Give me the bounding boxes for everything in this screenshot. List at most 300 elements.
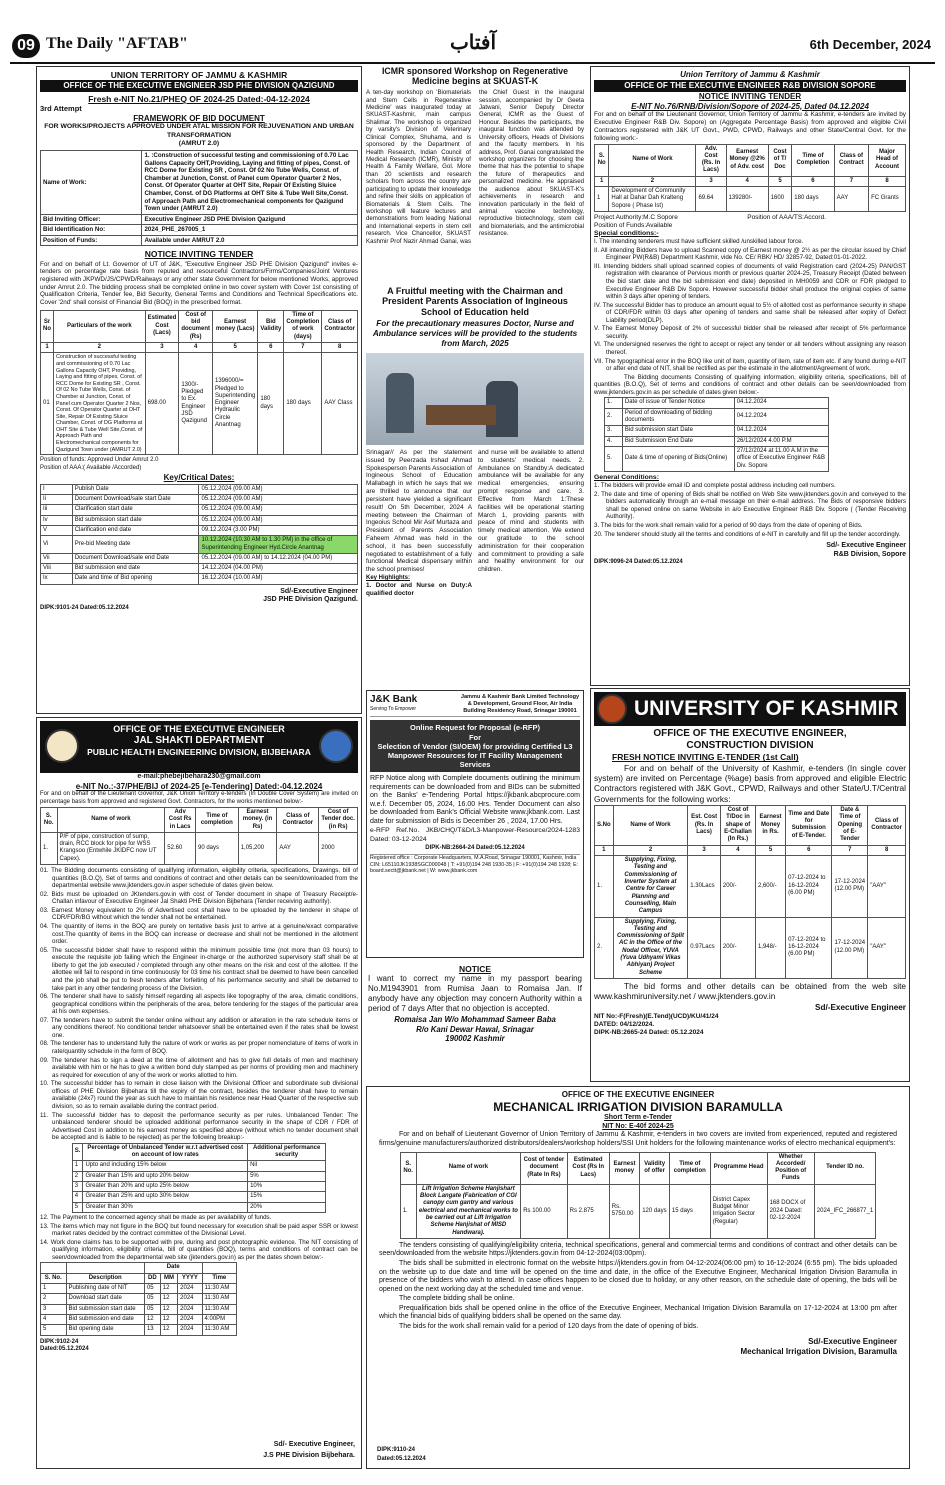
unbalanced-row bbox=[72, 1192, 325, 1202]
table-header-cell: Name of Work bbox=[609, 144, 696, 176]
sop-date-row-cell: 04.12.2024 bbox=[734, 398, 828, 408]
table-header-cell: Additional performance security bbox=[248, 1143, 326, 1161]
unbalanced-row-cell: Greater than 25% and upto 30% below bbox=[83, 1192, 248, 1202]
mid-p1: The tenders consisting of qualifying/eligibility criteria, technical specifications, general and commercial terms and conditions of contract and other details can be seen/downloaded from the website https://jktenders.gov.in from 04-12-2024(03:00pm). bbox=[379, 1241, 897, 1258]
table-header-cell: Cost of Tender doc. (in Rs) bbox=[319, 807, 358, 832]
column-number-cell: 4 bbox=[720, 845, 755, 855]
unbalanced-row-cell: Upto and including 15% below bbox=[83, 1161, 248, 1171]
condition-item: 03. Earnest Money equivalent to 2% of Advertised cost shall have to be uploaded by the tenderer in shape of CDR/FDR/BG without which the tender shall not be entertained. bbox=[40, 906, 358, 922]
table-cell: 1. bbox=[41, 832, 58, 864]
sop-date-row-cell: 1. bbox=[605, 398, 623, 408]
framework-row bbox=[41, 151, 358, 215]
date-row-cell: 11:30 AM bbox=[202, 1304, 237, 1314]
column-number-cell: 2 bbox=[54, 343, 146, 353]
key-date-row-cell: Iii bbox=[41, 505, 73, 515]
sop-office: OFFICE OF THE EXECUTIVE ENGINEER R&B DIVISION SOPORE bbox=[594, 80, 906, 92]
signature-title: Sd/-Executive Engineer bbox=[280, 587, 358, 595]
table-header-cell: Earnest Money @2% of Adv. cost bbox=[726, 144, 768, 176]
key-date-row-cell: Ii bbox=[41, 494, 73, 504]
mid-dated: Dated:05.12.2024 bbox=[377, 1455, 426, 1462]
column-number-cell: 2 bbox=[609, 176, 696, 186]
uok-sig: Sd/-Executive Engineer bbox=[814, 1002, 906, 1012]
mid-office: OFFICE OF THE EXECUTIVE ENGINEER bbox=[561, 1090, 715, 1099]
column-number-cell: 6 bbox=[786, 845, 832, 855]
sop-dipk: DIPK:9096-24 Dated:05.12.2024 bbox=[594, 559, 683, 566]
ingo-title: A Fruitful meeting with the Chairman and President Parents Association of Ingineous School of Education held bbox=[382, 286, 568, 317]
table-header-cell: Earnest money bbox=[609, 1152, 639, 1184]
uok-work-row-cell: 2. bbox=[595, 917, 614, 979]
sop-date-row-cell: 4. bbox=[605, 436, 623, 446]
framework-row-cell: Name of Work: bbox=[41, 151, 142, 215]
column-number-cell: 1 bbox=[595, 176, 609, 186]
date-row-cell: 11:30 AM bbox=[202, 1294, 237, 1304]
table-header-cell: Earnest money (Lacs) bbox=[212, 310, 257, 342]
article-ingeoius bbox=[366, 286, 584, 684]
date-row-cell: 2024 bbox=[178, 1304, 202, 1314]
js-work-table bbox=[40, 807, 358, 865]
table-cell: Development of Community Hall at Dahar Dah Kralteng Sopore ( Phase Ist) bbox=[609, 187, 696, 212]
condition-item: 20. The tenderer should study all the terms and conditions of e-NIT in carefully and fill up the tender accordingly. bbox=[594, 530, 901, 538]
column-number-cell: 7 bbox=[832, 845, 868, 855]
table-header-cell: Time of Completion of work (days) bbox=[284, 310, 322, 342]
table-cell: Lift Irrigation Scheme Hanjishart Block Langate (Fabrication of CGI canopy cum gantry and various electrical and mechanical works to be carried out at Lift Irrigation Scheme Hanjishat of MISD Handwara). bbox=[416, 1184, 521, 1238]
table-cell: FC Grants bbox=[869, 187, 906, 212]
jkbank-tagline: Serving To Empower bbox=[370, 706, 417, 713]
condition-item: 14. Work done claims has to be supported with pre, during and post photographic evidence. The NIT consisting of qualifying information, eligibility criteria, bill of quantities (BOQ), terms and conditions of contract can be seen/downloaded from the departmental web site (jktenders.gov.in) as per the dates shown below:- bbox=[40, 1238, 358, 1261]
table-header-cell: Name of work bbox=[57, 807, 165, 832]
sop-aaa: Position of AAA/TS:Accord. bbox=[747, 214, 826, 221]
condition-item: 06. The tenderer shall have to satisfy himself regarding all aspects like topography of the area, climatic conditions, geographical conditions within the peripherals of the area, before tendering for the stages of the particular area at his own expenses. bbox=[40, 993, 358, 1016]
ad-jk-bank bbox=[366, 690, 584, 958]
key-date-row-cell: 05.12.2024 (09.00 AM) bbox=[199, 505, 358, 515]
key-date-row-cell: I bbox=[41, 484, 73, 494]
date-row-cell: 05 bbox=[144, 1304, 160, 1314]
sop-para: The Bidding documents Consisting of qualifying information, eligibility criteria, specifications, bill of quantities (B.O.Q), Set of terms and conditions of contract and other details can be seen/downloaded from www.jktenders.gov.in as per schedule of dates given below:- bbox=[594, 373, 906, 396]
table-cell: 168 DOCX of 2024 Dated: 02-12-2024 bbox=[767, 1184, 814, 1238]
unbalanced-row-cell: 5% bbox=[248, 1171, 326, 1181]
table-header-cell: Class of Contractor bbox=[868, 806, 906, 846]
date-row-cell: Bid submission start date bbox=[66, 1304, 144, 1314]
date-row-cell: 12 bbox=[160, 1304, 177, 1314]
table-cell: 139280/- bbox=[726, 187, 768, 212]
sop-date-row bbox=[605, 408, 829, 426]
date-row-cell: Bid opening date bbox=[66, 1325, 144, 1335]
table-cell: 1. bbox=[400, 1184, 416, 1238]
uok-nit: NIT No:-F(Fresh)(E.Tend)(UCD)/KU/41/24 bbox=[594, 1012, 719, 1020]
sop-conditions bbox=[594, 238, 906, 373]
date-row-cell: 2 bbox=[41, 1294, 67, 1304]
table-cell: 1396000/= Pledged to Superintending Engineer Hydraulic Circle Anantnag bbox=[212, 353, 257, 455]
key-dates-table bbox=[40, 484, 358, 585]
jk-emblem-icon bbox=[45, 729, 79, 763]
column-number-cell: 8 bbox=[869, 176, 906, 186]
key-date-row-cell: Date and time of Bid opening bbox=[72, 574, 199, 584]
table-header-cell: S. bbox=[72, 1143, 83, 1161]
paper-name: The Daily "AFTAB" bbox=[46, 35, 188, 52]
column-number-cell: 1 bbox=[595, 845, 614, 855]
mid-work-table bbox=[400, 1152, 877, 1239]
icmr-body: A ten-day workshop on 'Biomaterials and Stem Cells in Regenerative Medicine' was inaugurated today at SKUAST-Kashmir, main campus Shalimar. The workshop is organized by varsity's Division of Veterinary Clinical Complex, Shuhama, and is sponsored by the Department of Health Research, Indian Council of Medical Research (ICMR), Ministry of Health & Family Welfare, GoI. More than 20 scientists and research scholars from across the country are participating to update their knowledge and refine their skills on application of Biomaterials & Stem Cells. The workshop will feature lectures and demonstrations from leading National and International experts in stem cell research. Vice Chancellor, SKUAST Kashmir Prof Nazir Ahmad Ganai, was the Chief Guest in the inaugural session, accompanied by Dr Geeta Jatwani, Senior Deputy Director General, ICMR as the Guest of Honour. Besides the participants, the inaugural function was attended by University officers, Heads of Divisions and the faculty members. In his address, Prof. Ganai congratulated the workshop organizers for choosing the theme that has the potential to shape the future of therapeutics and personalized medicine. He appraised the audience about SKUAST-K's achievements in research and innovation particularly in the field of animal vaccine technology, reproductive biotechnology, stem cell and biomaterials, and the antimicrobial resistance. bbox=[366, 89, 584, 245]
framework-row-cell: Bid Inviting Officer: bbox=[41, 214, 142, 225]
sop-general-conditions bbox=[594, 482, 906, 538]
uok-work-row-cell: 17-12-2024 (12.00 PM) bbox=[832, 856, 868, 918]
unbalanced-row-cell: 15% bbox=[248, 1192, 326, 1202]
js-office: OFFICE OF THE EXECUTIVE ENGINEER bbox=[113, 724, 285, 734]
sop-date-row-cell: Date of issue of Tender Notice bbox=[622, 398, 734, 408]
key-date-row-cell: 10.12.2024 (10.30 AM to 1.30 PM) in the office of Superintending Engineer Hyd.Circle Anantnag bbox=[199, 536, 358, 554]
table-header-cell: Class of Contractor bbox=[277, 807, 319, 832]
framework-row-cell: Position of Funds: bbox=[41, 235, 142, 246]
framework-row bbox=[41, 225, 358, 236]
sop-date-row-cell: 27/12/2024 at 11.00 A.M in the office of Executive Engineer R&B Div. Sopore bbox=[734, 446, 828, 471]
table-header-cell: Name of work bbox=[416, 1152, 521, 1184]
table-header-cell: Cost of T/ Doc bbox=[768, 144, 792, 176]
table-cell: AAY bbox=[277, 832, 319, 864]
uok-work-row-cell: 200/- bbox=[720, 856, 755, 918]
condition-item: 13. The items which may not figure in the BOQ but found necessary for execution shall be paid asper SSR or lowest market rates decided by the contract committee of the Divisional Level. bbox=[40, 1222, 358, 1238]
key-date-row-cell: Viii bbox=[41, 564, 73, 574]
table-header-cell: S.No bbox=[595, 806, 614, 846]
table-cell: 1 bbox=[595, 187, 609, 212]
condition-item: 3. The bids for the work shall remain valid for a period of 90 days from the date of opening of Bids. bbox=[594, 521, 863, 529]
condition-item: 04. The quantity of items in the BOQ are purely on tentative basis just to arrive at a genuine/exact comparative cost.The quantity of items in the BOQ can increase or decrease and shall not be mentioned in the allotment order. bbox=[40, 923, 358, 946]
sop-sig2: R&B Division, Sopore bbox=[833, 550, 906, 558]
condition-item: 05. The successful bidder shall have to respond within the minimum possible time (not more than 03 hours) to execute the requisite job failing which the Engineer in-charge or the authorized supervisory staff shall be at liberty to get the job executed / completed through any other means on the risk and cost of the allottee. If the allottee will fail to respond in time continuously for 03 time his contract shall be deemed to have been cancelled and the job shall be put to fresh tenders after forfeiting of his performance security and shall be debarred to take part in any other tendering process of the Division. bbox=[40, 946, 358, 992]
column-number-cell: 4 bbox=[726, 176, 768, 186]
framework-row-cell: Available under AMRUT 2.0 bbox=[142, 235, 358, 246]
date-row-cell: 2024 bbox=[178, 1325, 202, 1335]
condition-item: 2. The date and time of opening of Bids shall be notified on Web Site www.jktenders.gov.in and conveyed to the bidders automatically through an e-mail message on their e-mail address. The Bids of responsive bidders shall be opened online on same Website in a/o Executive Engineer R&B Div. Sopore ( (Tender Receiving Authority). bbox=[594, 490, 906, 521]
table-header-cell: MM bbox=[160, 1273, 177, 1283]
jal-shakti-logo-icon bbox=[319, 729, 353, 763]
table-header-cell: Particulars of the work bbox=[54, 310, 146, 342]
table-header-cell: Time and Date for Submission of E-Tender. bbox=[786, 806, 832, 846]
framework-row bbox=[41, 235, 358, 246]
key-date-row-cell: Clarification end date bbox=[72, 525, 199, 535]
table-cell: 52.60 bbox=[165, 832, 196, 864]
table-header-cell: Programme Head bbox=[710, 1152, 767, 1184]
unbalanced-table bbox=[72, 1143, 326, 1213]
signature-office: JSD PHE Division Qazigund. bbox=[263, 596, 358, 604]
attempt: 3rd Attempt bbox=[40, 104, 82, 114]
date-row-cell: 1 bbox=[41, 1283, 67, 1293]
table-header-cell: Adv Cost Rs in Lacs bbox=[165, 807, 196, 832]
nit-paragraph: For and on behalf of Lt. Governor of UT of J&K, "Executive Engineer JSD PHE Division Qazigund" invites e-tenders on percentage rate basis from reputed and resourceful Contractors/Firms/Companies/Joint Ventures registered with JKPWD/JS/CPWD/Railways or any other state Government for below mentioned Works, approved under Amrut 2.0. The bidding process shall be completed online in two cover system with Cover 1st consisting of Qualification Criteria, Tender fee, Bid Security, General Terms and Conditions and Technical Specifications etc. Cover '2nd' shall consist of Financial Bid (BOQ) in the prescribed format. bbox=[40, 260, 358, 307]
key-date-row-cell: 05.12.2024 (09.00 AM) to 14.12.2024 (04.00 PM) bbox=[199, 553, 358, 563]
sop-funds: Position of Funds:Available bbox=[594, 221, 673, 229]
framework-row-cell: 1. :Construction of successful testing and commissioning of 0.70 Lac Gallons Capacity OHT,Providing, Laying and fitting of pipes, Const. of RCC Dome for Existing SR , Const. Of 02 No Tube Wells, Const. of Chamber at Junction, Const. of Panel cum Operator Quarter 2 Nos, Const. Of Operator Quarter at OHT Site, Repair Of Existing Sluice Chamber, Const. of DG Platforms at OHT Site & Tube Well Site,Const. of Approach Path and Electromechanical components for Qazigund Town under (AMRUT 2.0) bbox=[142, 151, 358, 215]
framework-row-cell: 2024_PHE_267005_1 bbox=[142, 225, 358, 236]
sop-sig1: Sd/- Executive Engineer bbox=[826, 542, 906, 550]
table-header-cell: Validity of offer bbox=[640, 1152, 670, 1184]
sop-ut: Union Territory of Jammu & Kashmir bbox=[680, 70, 820, 79]
key-date-row-cell: Bid submission start date bbox=[72, 515, 199, 525]
date-row-cell: 11:30 AM bbox=[202, 1325, 237, 1335]
uok-dated: DATED: 04/12/2024. bbox=[594, 1020, 655, 1028]
date-row-cell: 2024 bbox=[178, 1283, 202, 1293]
ingo-k1: 1. Doctor and Nurse on Duty:A qualified doctor bbox=[366, 582, 472, 598]
table-header-cell: Earnest money. (in Rs) bbox=[238, 807, 277, 832]
date-row bbox=[41, 1304, 237, 1314]
uok-work-row-cell: Supplying, Fixing, Testing and Commissioning of Split AC in the Office of the Nodal Officer, YUVA (Yuva Udhyami Vikas Abhiyan) Project Scheme bbox=[613, 917, 688, 979]
position-aaa: Position of AAA:( Available /Accorded) bbox=[40, 464, 142, 471]
unbalanced-row-cell: 4 bbox=[72, 1192, 83, 1202]
js-banner bbox=[40, 721, 358, 773]
framework-row bbox=[41, 214, 358, 225]
uok-division: CONSTRUCTION DIVISION bbox=[686, 740, 814, 752]
mid-division: MECHANICAL IRRIGATION DIVISION BARAMULLA bbox=[493, 1099, 783, 1114]
notice-sig1: Romaisa Jan W/o Mohammad Sameer Baba bbox=[394, 1015, 556, 1025]
sop-date-row-cell: Bid Submission End Date bbox=[622, 436, 734, 446]
table-cell: 1600 bbox=[768, 187, 792, 212]
mid-p4: Prequalification bids shall be opened online in the office of the Executive Engineer, Mechanical Irrigation Division Baramulla on 17-12-2024 at 13:00 pm after which the financial bids of qualifying bidders shall be opened on the same day. bbox=[379, 1304, 897, 1321]
js-email: e-mail:phebejibehara230@gmail.com bbox=[137, 773, 261, 780]
sop-nit-title: NOTICE INVITING TENDER bbox=[698, 91, 802, 101]
issue-date: 6th December, 2024 bbox=[809, 37, 931, 52]
mid-dipk: DIPK:9110-24 bbox=[377, 1446, 416, 1453]
table-header-cell: Time bbox=[202, 1273, 237, 1283]
table-header-cell: Description bbox=[66, 1273, 144, 1283]
date-row-cell: 05 bbox=[144, 1283, 160, 1293]
table-header-cell: Class of Contract bbox=[834, 144, 868, 176]
key-date-row bbox=[41, 574, 358, 584]
sop-date-row-cell: 26/12/2024 4.00 P.M bbox=[734, 436, 828, 446]
uok-work-row-cell: 1. bbox=[595, 856, 614, 918]
amrut: (AMRUT 2.0) bbox=[178, 139, 220, 147]
js-conditions bbox=[40, 867, 358, 1142]
sop-date-row-cell: 3. bbox=[605, 426, 623, 436]
key-date-row-cell: 05.12.2024 (09.00 AM) bbox=[199, 515, 358, 525]
sop-date-row bbox=[605, 398, 829, 408]
sop-date-row bbox=[605, 446, 829, 471]
js-conditions-2 bbox=[40, 1214, 358, 1261]
key-date-row-cell: Publish Date bbox=[72, 484, 199, 494]
key-date-row-cell: Document Download/sale end Date bbox=[72, 553, 199, 563]
key-date-row bbox=[41, 494, 358, 504]
table-header-cell: Name of Work bbox=[613, 806, 688, 846]
key-date-row-cell: Iv bbox=[41, 515, 73, 525]
table-cell: District Capex Budget Minor Irrigation Sector (Regular) bbox=[710, 1184, 767, 1238]
column-number-cell: 6 bbox=[792, 176, 834, 186]
date-row bbox=[41, 1283, 237, 1293]
condition-item: VII. The typographical error in the BOQ like unit of item, quantity of item, rate of item etc. if any found during e-NIT or after end date of NIT, shall be rectified as per the estimate in the allotment/Agreement of work. bbox=[594, 357, 906, 373]
table-header-cell: Time of completion bbox=[196, 807, 239, 832]
date-row-cell: 12 bbox=[160, 1294, 177, 1304]
column-number-cell: 8 bbox=[868, 845, 906, 855]
condition-item: 10. The successful bidder has to remain in close liaison with the Divisional Officer and subordinate sub divisional offices of PHE Division Bijbehara till the expiry of the contract, besides the tenderer shall have to remain available (24x7) round the year as such have to maintain his residence near Head Quarter of the respective sub division, so as to remain available during the contract period. bbox=[40, 1080, 358, 1110]
date-row bbox=[41, 1325, 237, 1335]
office-heading: OFFICE OF THE EXECUTIVE ENGINEER JSD PHE DIVISION QAZIGUND bbox=[40, 80, 358, 92]
jkbank-dipk: DIPK-NB:2664-24 Dated:05.12.2024 bbox=[425, 844, 525, 851]
ad-university-kashmir bbox=[590, 688, 910, 1082]
table-cell: 90 days bbox=[196, 832, 239, 864]
column-number-cell: 4 bbox=[179, 343, 213, 353]
mid-sig2: Mechanical Irrigation Division, Baramulla bbox=[740, 1347, 897, 1356]
sop-date-row-cell: 04.12.2024 bbox=[734, 426, 828, 436]
js-intro: For and on behalf of the Lieutenant Governor, J&K Union Territory e-tenders (In Double Cover System) are invited on percentage basis from approved and registered Govt. Contractors, for the works mentioned below:- bbox=[40, 791, 358, 805]
condition-item: VI. The undersigned reserves the right to accept or reject any tender or all tenders without assigning any reason thereof. bbox=[594, 341, 906, 356]
condition-item: IV. The successful Bidder has to produce an amount equal to 5½ of allotted cost as performance security in shape of CDR/FDR within 03 days after opening of tenders and same shall be released after expiry of Defect Liability period(DLP). bbox=[594, 301, 906, 324]
sop-work-table bbox=[594, 144, 906, 213]
table-cell: 2024_IFC_266877_1 bbox=[814, 1184, 875, 1238]
table-cell: 120 days bbox=[640, 1184, 670, 1238]
framework-title: FRAMEWORK OF BID DOCUMENT bbox=[133, 113, 265, 123]
uok-dipk: DIPK-NB:2665-24 Dated: 05.12.2024 bbox=[594, 1028, 704, 1036]
uok-work-row-cell: 07-12-2024 to 16-12-2024 (6.00 PM) bbox=[786, 917, 832, 979]
table-cell: AAY bbox=[834, 187, 868, 212]
mid-short-term: Short Term e-Tender bbox=[604, 1114, 672, 1122]
sop-project-authority: Project Authority:M.C Sopore bbox=[594, 214, 678, 221]
date-row bbox=[41, 1314, 237, 1324]
uok-work-row bbox=[595, 856, 906, 918]
uok-work-row-cell: 200/- bbox=[720, 917, 755, 979]
sop-date-row-cell: 04.12.2024 bbox=[734, 408, 828, 426]
table-header-cell: Time of completion bbox=[669, 1152, 710, 1184]
jkbank-logo: J&K Bank bbox=[370, 694, 418, 705]
table-cell: 180 days bbox=[258, 353, 284, 455]
js-nit: e-NIT No.:-37/PHE/BIJ of 2024-25 [e-Tendering] Dated:-04.12.2024 bbox=[75, 781, 323, 791]
table-header-cell: Earnest Money in Rs. bbox=[755, 806, 785, 846]
table-cell: P/F of pipe, construction of sump, drain, RCC block for pipe for WSS Krangsoo (Entwhile JKIDFC now UT Capex). bbox=[57, 832, 165, 864]
date-row-cell: 13 bbox=[144, 1325, 160, 1335]
table-header-cell: S. No bbox=[595, 144, 609, 176]
sop-date-row-cell: 2. bbox=[605, 408, 623, 426]
icmr-title: ICMR sponsored Workshop on Regenerative Medicine begins at SKUAST-K bbox=[381, 66, 569, 87]
table-header-cell: Whether Accorded/ Position of Funds bbox=[767, 1152, 814, 1184]
sop-general-title: General Conditions: bbox=[594, 473, 659, 481]
uok-intro: For and on behalf of the University of Kashmir, e-tenders (In single cover system) are invited on Percentage (%age) basis from approved and eligible Electric Contractors registered with J&K Govt., CPWD, Railways and other State/U.T/Central Governments for the following works: bbox=[594, 762, 906, 804]
condition-item: 02. Bids must be uploaded on JKtenders.gov.in with cost of Tender document in shape of Treasury Receipt/e-Challan infavour of Executive Engineer Jal Shakti PHE Division Bijbehara (Tender receiving authority). bbox=[40, 890, 358, 906]
table-cell: 1300/- Pledged to Ex. Engineer JSD Qazigund bbox=[179, 353, 213, 455]
table-cell: 180 days bbox=[792, 187, 834, 212]
unbalanced-row-cell: 20% bbox=[248, 1202, 326, 1212]
column-number-cell: 7 bbox=[284, 343, 322, 353]
table-cell: Rs. 5750.00 bbox=[609, 1184, 639, 1238]
date-row-cell: 11:30 AM bbox=[202, 1283, 237, 1293]
sop-date-row-cell: Bid submission start Date bbox=[622, 426, 734, 436]
ingo-subtitle: For the precautionary measures Doctor, Nurse and Ambulance services will be provided to the students from March, 2025 bbox=[372, 319, 578, 349]
sop-special-title: Special conditions:- bbox=[594, 229, 659, 237]
table-cell: 2000 bbox=[319, 832, 358, 864]
table-header-cell: Adv. Cost (Rs. In Lacs) bbox=[696, 144, 726, 176]
column-number-cell: 3 bbox=[688, 845, 721, 855]
uok-work-row-cell: 1,948/- bbox=[755, 917, 785, 979]
dipk-number: DIPK:9101-24 Dated:05.12.2024 bbox=[40, 604, 129, 611]
column-number-cell: 8 bbox=[322, 343, 358, 353]
date-row-cell: 5 bbox=[41, 1325, 67, 1335]
article-icmr bbox=[366, 66, 584, 284]
key-date-row-cell: 14.12.2024 (04.00 PM) bbox=[199, 564, 358, 574]
key-date-row-cell: Bid submission end date bbox=[72, 564, 199, 574]
column-number-cell: 5 bbox=[212, 343, 257, 353]
page-number: 09 bbox=[12, 34, 40, 58]
key-date-row-cell: Document Download/sale start Date bbox=[72, 494, 199, 504]
date-row-cell: Publishing date of NIT bbox=[66, 1283, 144, 1293]
condition-item: 12. The Payment to the concerned agency shall be made as per availability of funds. bbox=[40, 1213, 272, 1221]
key-date-row bbox=[41, 515, 358, 525]
key-date-row-cell: Pre-bid Meeting date bbox=[72, 536, 199, 554]
key-date-row-cell: 09.12.2024 (3.00 PM) bbox=[199, 525, 358, 535]
uok-work-row-cell: 1.30Lacs bbox=[688, 856, 721, 918]
rfp-subject: Selection of Vendor (SI/OEM) for providing Certified L3 Manpower Resources for IT Facility Management Services bbox=[377, 741, 573, 769]
column-number-cell: 2 bbox=[613, 845, 688, 855]
uok-work-row-cell: 07-12-2024 to 16-12-2024 (6.00 PM) bbox=[786, 856, 832, 918]
ad-jal-shakti-bijbehara bbox=[36, 717, 362, 1469]
table-header-cell: S. No. bbox=[41, 807, 58, 832]
uok-work-table bbox=[594, 805, 906, 979]
jkbank-reg: Registered office : Corporate Headquarters, M.A.Road, Srinagar 190001, Kashmir, India CIN: L65110JK1938SGC000048 | T: +91(0)194 248 1930-35 | F: +91(0)194 248 1928; E: board.sectt@jkbank.net | W: www.jkbank.com bbox=[370, 855, 579, 875]
js-dipk: DIPK:9102-24 bbox=[40, 1338, 79, 1345]
sop-intro: For and on behalf of the Lieutenant Governor, Union Territory of Jammu & Kashmir, e-tenders are invited by Executive Engineer R&B Div. Sopore) on (Aggregate Percentage Basis) from approved and eligible Civil Contractors registered with J&K UT Govt., PWD, CPWD, Railways and other State/Central Govt. for the following work:- bbox=[594, 111, 906, 142]
table-header-cell: YYYY bbox=[178, 1273, 202, 1283]
ingo-col2: and nurse will be available to attend to students' medical needs. 2. Ambulance on Standby:A dedicated ambulance will be available for any medical emergencies, ensuring prompt response and care. 3. Effective from March 1:These facilities will be operational starting March 1, providing parents with peace of mind and students with timely medical attention. We extend our gratitude to the school administration for their cooperation and commitment to providing a safe and healthy environment for our children. bbox=[478, 449, 584, 574]
unbalanced-row-cell: 1 bbox=[72, 1161, 83, 1171]
js-sig2: J.S PHE Division Bijbehara. bbox=[263, 1452, 355, 1460]
condition-item: 07. The tenderers have to submit the tender online without any addition or alteration in the rate schedule items or any conditions thereof. No conditional tender whatsoever shall be entertained even if the rates shall be lowest one. bbox=[40, 1016, 358, 1039]
framework-table bbox=[40, 150, 358, 246]
table-cell: 698.00 bbox=[145, 353, 179, 455]
table-cell: 69.64 bbox=[696, 187, 726, 212]
condition-item: 11. The successful bidder has to deposit the performance security as per rules. Unbalanced Tender: The unbalanced tenderer should be uploaded additional performance security in the shape of CDR / FDR of Advertised Cost in addition to his earnest money as specified above (without which no tender document shall be accepted and is liable to be rejected) as per the following breakup:- bbox=[40, 1111, 358, 1142]
notice-body: I want to correct my name in my passport bearing No.M1943901 from Rumisa Jaan to Romaisa Jan. If anybody have any objection may concern Authority within a period of 7 days After that no objection is accepted. bbox=[368, 974, 582, 1014]
date-row bbox=[41, 1294, 237, 1304]
table-cell: Rs 2.875 bbox=[567, 1184, 609, 1238]
rfp-heading: Online Request for Proposal (e-RFP) bbox=[409, 723, 540, 733]
table-header-cell: Cost of bid document (Rs) bbox=[179, 310, 213, 342]
column-number-cell: 5 bbox=[768, 176, 792, 186]
sop-date-row bbox=[605, 426, 829, 436]
table-header-cell: Time of Completion bbox=[792, 144, 834, 176]
work-table bbox=[40, 310, 358, 455]
key-date-row bbox=[41, 484, 358, 494]
framework-row-cell: Bid Identification No: bbox=[41, 225, 142, 236]
unbalanced-row bbox=[72, 1202, 325, 1212]
uok-work-row-cell: "AAY" bbox=[868, 917, 906, 979]
ad-rb-sopore bbox=[590, 66, 910, 686]
mid-nit: NIT No: E-40f 2024-25 bbox=[602, 1122, 674, 1130]
table-header-cell: DD bbox=[144, 1273, 160, 1283]
table-header-cell: Class of Contractor bbox=[322, 310, 358, 342]
unbalanced-row-cell: 10% bbox=[248, 1182, 326, 1192]
key-date-row-cell: 16.12.2024 (10.00 AM) bbox=[199, 574, 358, 584]
uok-work-row-cell: "AAY" bbox=[868, 856, 906, 918]
table-cell: 15 days bbox=[669, 1184, 710, 1238]
js-sig1: Sd/- Executive Engineer, bbox=[273, 1441, 355, 1449]
sop-date-row-cell: Date & time of opening of Bids(Online) bbox=[622, 446, 734, 471]
framework-row-cell: Executive Engineer JSD PHE Division Qazigund bbox=[142, 214, 358, 225]
uok-fresh: FRESH NOTICE INVITING E-TENDER (1st Call) bbox=[612, 752, 799, 763]
jkbank-address: Jammu & Kashmir Bank Limited Technology & Development, Ground Floor, Air India Building Residency Road, Srinagar 190001 bbox=[460, 694, 580, 714]
js-dated: Dated:05.12.2024 bbox=[40, 1345, 89, 1352]
uok-work-row-cell: 17-12-2024 (12.00 PM) bbox=[832, 917, 868, 979]
rfp-for: For bbox=[468, 732, 482, 742]
table-cell: 1,05,200 bbox=[238, 832, 277, 864]
unbalanced-row-cell: Nil bbox=[248, 1161, 326, 1171]
mid-intro: For and on behalf of Lieutenant Governor of Union Territory of Jammu & Kashmir, e-tenders in two covers are invited from experienced, reputed and registered firms/genuine manufacturers/authorized distributors/dealers/workshop holders/SSI Unit holders for the following maintenance works of electro mechanical equipment's: bbox=[379, 1131, 897, 1147]
table-cell: 180 days bbox=[284, 353, 322, 455]
unbalanced-row bbox=[72, 1171, 325, 1181]
uok-work-row bbox=[595, 917, 906, 979]
date-row-cell: Bid submission end date bbox=[66, 1314, 144, 1324]
date-row-cell: 3 bbox=[41, 1304, 67, 1314]
date-row-cell: 12 bbox=[144, 1314, 160, 1324]
table-header-cell: Est. Cost (Rs. In Lacs) bbox=[688, 806, 721, 846]
key-dates-title: Key/Critical Dates: bbox=[163, 472, 235, 482]
condition-item: II. All intending Bidders have to upload Scanned copy of Earnest money @ 2½ as per the circular issued by Chief Engineer PW(R&B) Department Kashmir, vide No. CE/ RBK/ HD/ 32857-92, Dated:01-01-2022. bbox=[594, 246, 906, 262]
column-number-cell: 1 bbox=[41, 343, 54, 353]
condition-item: V. The Earnest Money Deposit of 2% of successful bidder shall be released after receipt of 5% performance security. bbox=[594, 325, 906, 340]
nit-number: Fresh e-NIT No.21/PHEQ OF 2024-25 Dated:-04-12-2024 bbox=[88, 94, 310, 105]
